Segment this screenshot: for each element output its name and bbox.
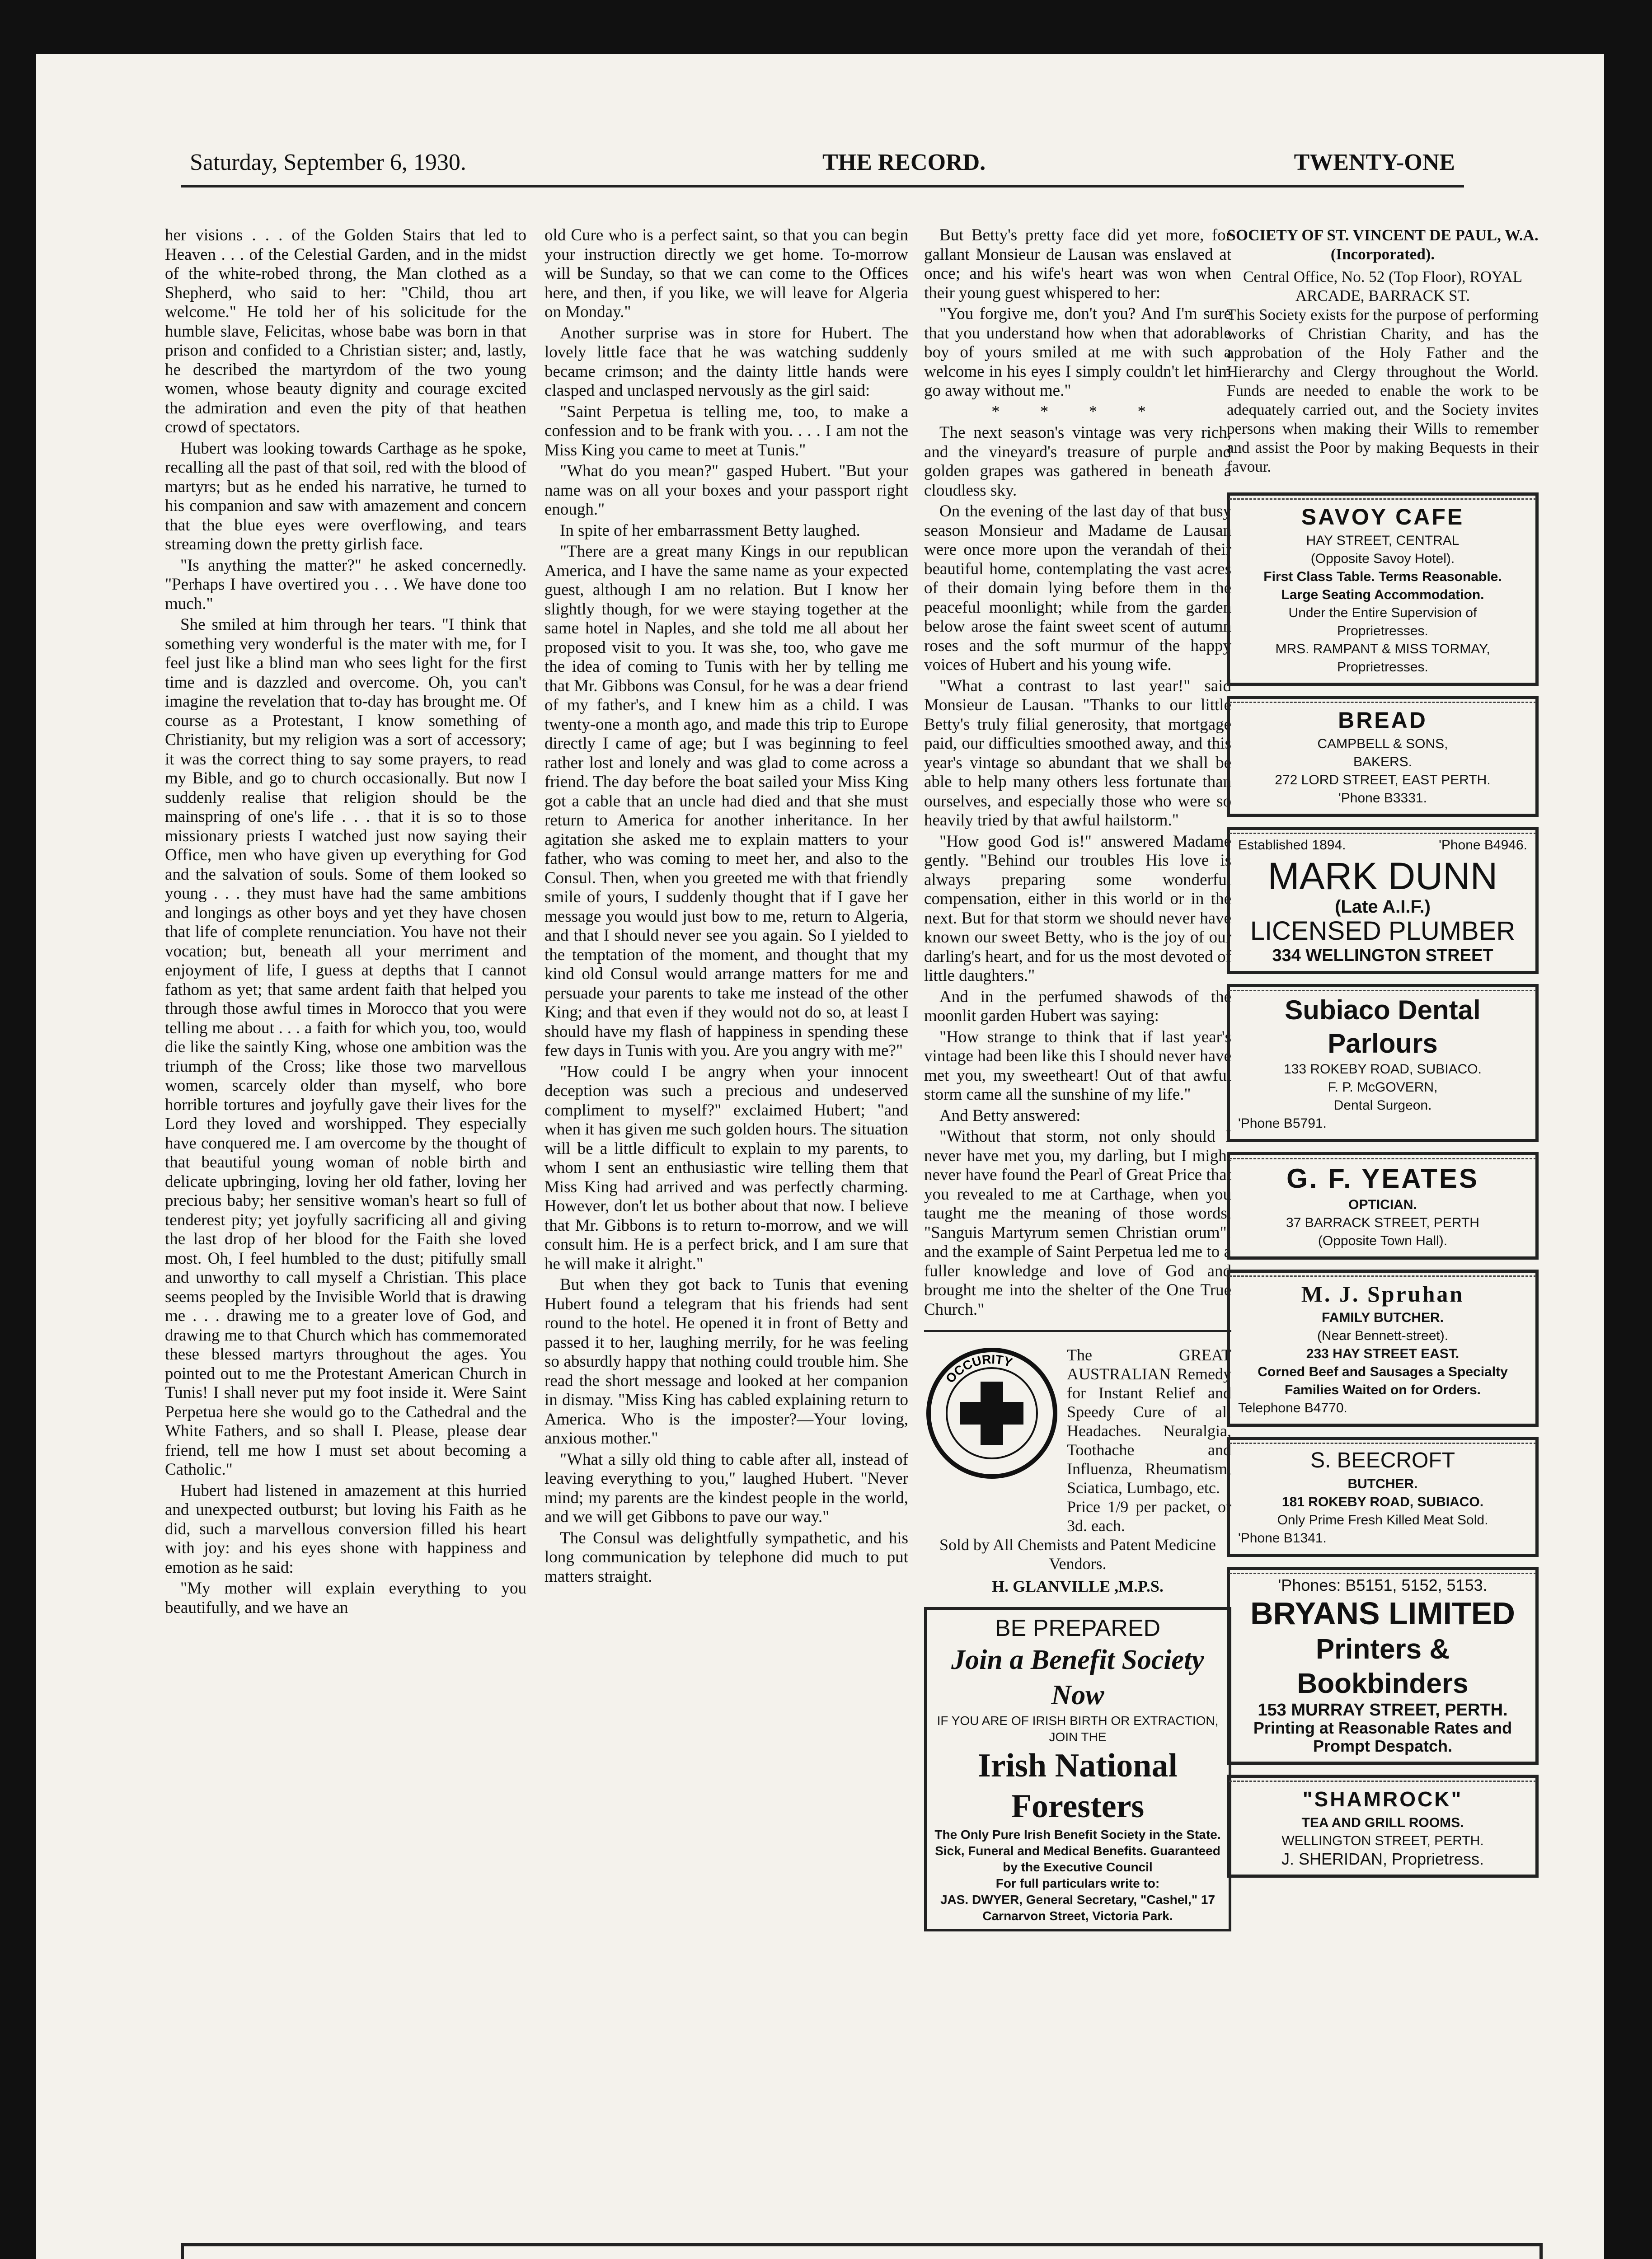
advert-name: S. BEECROFT bbox=[1310, 1448, 1455, 1472]
advert-line: LICENSED PLUMBER bbox=[1250, 916, 1516, 946]
advert-line: (Near Bennett-street). bbox=[1317, 1328, 1449, 1343]
paragraph: And Betty answered: bbox=[939, 1106, 1081, 1125]
paragraph: In spite of her embarrassment Betty laughed. bbox=[560, 521, 860, 540]
advert-line: Corned Beef and Sausages a Specialty bbox=[1258, 1364, 1508, 1379]
advert-name: "SHAMROCK" bbox=[1302, 1787, 1463, 1811]
foresters-benefits: Sick, Funeral and Medical Benefits. Guaranteed by the Executive Council bbox=[935, 1843, 1220, 1874]
column-rule bbox=[924, 1330, 1231, 1332]
paragraph: The Consul was delightfully sympathetic, and his long communication by telephone did much to put matters straight. bbox=[544, 1528, 908, 1586]
paragraph: But when they got back to Tunis that evening Hubert found a telegram that his friends had sent round to the hotel. He opened it in front of Betty and passed it to her, laughing merrily, for he was feeling so absurdly happy that nothing could trouble him. She read the short message and looked at her companion in dismay. "Miss King has cabled explaining return to America. Who is the imposter?—Your loving, anxious mother." bbox=[544, 1275, 908, 1448]
paragraph: "What a contrast to last year!" said Monsieur de Lausan. "Thanks to our little Betty's truly filial generosity, that mortgage paid, our difficulties smoothed away, and this year's vintage so abundant that we shall be able to help many others less fortunate than ourselves, and especially those who were so heavily tried by that awful hailstorm." bbox=[924, 676, 1231, 830]
mark-dunn-advert bbox=[1227, 827, 1539, 974]
newspaper-page bbox=[36, 54, 1604, 2259]
remedy-seal-icon bbox=[924, 1345, 1060, 1481]
beecroft-advert bbox=[1227, 1437, 1539, 1557]
remedy-text: The GREAT AUSTRALIAN Remedy for Instant Relief and Speedy Cure of all Headaches. Neuralgia, Toothache and Influenza, Rheumatism, Sciatica, Lumbago, etc. bbox=[1067, 1346, 1231, 1497]
paragraph: And in the perfumed shawods of the moonlit garden Hubert was saying: bbox=[924, 987, 1231, 1025]
advert-line: WELLINGTON STREET, PERTH. bbox=[1281, 1833, 1484, 1848]
savoy-cafe-advert bbox=[1227, 492, 1539, 686]
advert-line: Under the Entire Supervision of bbox=[1288, 605, 1477, 620]
advert-line: 334 WELLINGTON STREET bbox=[1272, 946, 1493, 965]
foresters-advert bbox=[924, 1607, 1231, 1931]
paragraph: "My mother will explain everything to you beautifully, and we have an bbox=[165, 1579, 526, 1617]
vincent-title: SOCIETY OF ST. VINCENT DE PAUL, W.A. (Incorporated). bbox=[1227, 226, 1539, 263]
bryans-advert bbox=[1227, 1567, 1539, 1765]
advert-name: SAVOY CAFE bbox=[1301, 504, 1464, 530]
paragraph: "How strange to think that if last year's vintage had been like this I should never have met you, my sweetheart! Out of that awful storm came all the sunshine of my life." bbox=[924, 1027, 1231, 1104]
advert-line: MRS. RAMPANT & MISS TORMAY, bbox=[1275, 642, 1490, 656]
advert-line: Proprietresses. bbox=[1337, 660, 1428, 675]
advert-line: (Opposite Town Hall). bbox=[1318, 1233, 1448, 1248]
paragraph: The next season's vintage was very rich, and the vineyard's treasure of purple and golden grapes was gathered in beneath a cloudless sky. bbox=[924, 423, 1231, 500]
story-column-3 bbox=[924, 226, 1231, 1931]
story-column-2 bbox=[544, 226, 908, 1588]
foresters-contact: JAS. DWYER, General Secretary, "Cashel," 17 Carnarvon Street, Victoria Park. bbox=[940, 1892, 1216, 1923]
advert-name: BREAD bbox=[1338, 708, 1427, 733]
paragraph: She smiled at him through her tears. "I think that something very wonderful is the mater with me, for I feel just like a blind man who sees light for the first time and is dazzled and overcome. Oh, you can't imagine the revelation that to-day has brought me. Of course as a Protestant, I know something of Christianity, but my religion was a sort of accessory; it was the correct thing to say some prayers, to read my Bible, and go to church occasionally. But now I suddenly realise that religion should be the mainspring of one's life . . . that it is so to those missionary priests I watched just now saying their Office, men who have given up everything for God and the salvation of souls. Some of them looked so young . . . they must have had the same ambitions and longings as other boys and yet they have chosen that life of complete renunciation. You have not their vocation; but, beneath all your merriment and enjoyment of life, I guess at depths that I cannot fathom as yet; that same ardent faith that helped you through those awful times in Morocco that you were telling me about . . . a faith for which you, too, would die like the saintly King, whose one ambition was the triumph of the Cross; like those two marvellous women, scarcely older than myself, who bore horrible tortures and joyfully gave their lives for the Lord they loved and worshipped. They especially have conquered me. I am overcome by the thought of that beautiful young woman of noble birth and delicate upbringing, loving her old father, loving her precious baby; her sensitive woman's heart so full of tenderest pity; yet joyfully sacrificing all and giving the last drop of her blood for the Faith she loved most. Oh, I feel humbled to the dust; pitifully small and unworthy to call myself a Christian. This place seems peopled by the Invisible World that is drawing me . . . drawing me to a greater love of God, and drawing me to that Church which has commemorated these blessed martyrs throughout the ages. You pointed out to me the Protestant American Church in Tunis! I shall never put my foot inside it. Were Saint Perpetua here she would go to the Cathedral and the White Fathers, and so shall I. Please, please dear friend, tell me how I must set about becoming a Catholic." bbox=[165, 615, 526, 1479]
shamrock-advert bbox=[1227, 1775, 1539, 1878]
paragraph: "How good God is!" answered Madame gently. "Behind our troubles His love is always preparing some wonderful compensation, either in this world or in the next. But for that storm we should never have known our sweet Betty, who is the joy of our darling's heart, and for us the most devoted of little daughters." bbox=[924, 832, 1231, 985]
advert-line: (Opposite Savoy Hotel). bbox=[1310, 551, 1455, 566]
advert-line: Printing at Reasonable Rates and Prompt Despatch. bbox=[1253, 1719, 1512, 1755]
advert-line: 181 ROKEBY ROAD, SUBIACO. bbox=[1281, 1495, 1484, 1509]
section-break: * * * * bbox=[991, 402, 1164, 421]
paragraph: "There are a great many Kings in our republican America, and I have the same name as your expected guest, although I am no relation. But I know her slightly though, for we were staying together at the same hotel in Naples, and she told me all about her proposed visit to you. It was she, too, who gave me the idea of coming to Tunis with her by telling me that Mr. Gibbons was Consul, for he was a dear friend of my father's, and I knew him as a child. I was twenty-one a month ago, and made this trip to Europe directly I came of age; but I was beginning to feel rather lost and lonely and was glad to come across a friend. The day before the boat sailed your Miss King got a cable that an uncle had died and that she must return to America for another inheritance. In her agitation she asked me to explain matters to your father, who was coming to meet her, and also to the Consul. Then, when you greeted me with that friendly smile of yours, I suddenly thought that if I gave her message you would just bow to me, return to Algeria, and that I should never see you again. So I yielded to the temptation of the moment, and thought that my kind old Consul would arrange matters for me and persuade your parents to take me instead of the other King; and that even if they would not do so, at least I should have my flash of happiness in spending these few days in Tunis with you. Are you angry with me?" bbox=[544, 542, 908, 1060]
advert-name: G. F. YEATES bbox=[1286, 1163, 1479, 1194]
header-rule bbox=[181, 185, 1464, 187]
foresters-eligibility: IF YOU ARE OF IRISH BIRTH OR EXTRACTION, JOIN THE bbox=[937, 1713, 1219, 1744]
advert-line: J. SHERIDAN, Proprietress. bbox=[1281, 1850, 1484, 1868]
advert-line: TEA AND GRILL ROOMS. bbox=[1301, 1815, 1464, 1830]
advert-line: Telephone B4770. bbox=[1238, 1401, 1347, 1415]
advert-line: Families Waited on for Orders. bbox=[1285, 1383, 1481, 1397]
advert-line: Proprietresses. bbox=[1337, 623, 1428, 638]
header-page-number: TWENTY-ONE bbox=[1294, 150, 1455, 175]
foresters-headline: BE PREPARED bbox=[995, 1615, 1161, 1641]
advert-line: OPTICIAN. bbox=[1348, 1197, 1417, 1212]
advert-line: 233 HAY STREET EAST. bbox=[1306, 1346, 1460, 1361]
advert-line: HAY STREET, CENTRAL bbox=[1306, 533, 1460, 548]
paragraph: Another surprise was in store for Hubert. The lovely little face that he was watching suddenly became crimson; and the dainty little hands were clasped and unclasped nervously as the girl said: bbox=[544, 323, 908, 400]
paragraph: "Saint Perpetua is telling me, too, to make a confession and to be frank with you. . . . I am not the Miss King you came to meet at Tunis." bbox=[544, 402, 908, 459]
advert-line: 37 BARRACK STREET, PERTH bbox=[1286, 1215, 1479, 1230]
hibernian-advert bbox=[181, 2243, 1543, 2259]
paragraph: old Cure who is a perfect saint, so that you can begin your instruction directly we get home. To-morrow will be Sunday, so that we can come to the Offices here, and then, if you like, we will leave for Algeria on Monday." bbox=[544, 226, 908, 321]
remedy-advert bbox=[924, 1345, 1231, 1535]
advert-column bbox=[1227, 226, 1539, 1888]
remedy-maker: H. GLANVILLE ,M.P.S. bbox=[992, 1577, 1164, 1595]
remedy-sold: Sold by All Chemists and Patent Medicine Vendors. bbox=[939, 1536, 1216, 1573]
advert-name: M. J. Spruhan bbox=[1301, 1281, 1464, 1307]
advert-line: BAKERS. bbox=[1353, 755, 1413, 769]
advert-line: Large Seating Accommodation. bbox=[1281, 587, 1484, 602]
paragraph: Hubert had listened in amazement at this hurried and unexpected outburst; but loving his Faith as he did, such a marvellous conversion filled his heart with joy: and his eyes shone with happiness and emotion as he said: bbox=[165, 1481, 526, 1577]
page-header bbox=[190, 149, 1455, 181]
advert-line: Only Prime Fresh Killed Meat Sold. bbox=[1277, 1513, 1488, 1528]
bread-advert bbox=[1227, 696, 1539, 817]
paragraph: On the evening of the last day of that busy season Monsieur and Madame de Lausan were once more upon the verandah of their beautiful home, contemplating the vast acres of their domain lying before them in the peaceful moonlight; while from the garden below arose the faint sweet scent of autumn roses and the soft murmur of the happy voices of Hubert and his young wife. bbox=[924, 502, 1231, 674]
advert-line: Dental Surgeon. bbox=[1333, 1098, 1432, 1113]
advert-line: Established 1894. bbox=[1238, 838, 1346, 853]
header-masthead: THE RECORD. bbox=[822, 150, 986, 175]
advert-line: 133 ROKEBY ROAD, SUBIACO. bbox=[1284, 1062, 1482, 1077]
paragraph: Hubert was looking towards Carthage as he spoke, recalling all the past of that soil, red with the blood of martyrs; but as he ended his narrative, he turned to his companion and saw with amazement and concern that the blue eyes were overflowing, and tears streaming down the pretty girlish face. bbox=[165, 439, 526, 553]
advert-line: 'Phone B1341. bbox=[1238, 1531, 1327, 1546]
advert-line: FAMILY BUTCHER. bbox=[1321, 1310, 1444, 1325]
foresters-name: Irish National Foresters bbox=[977, 1747, 1178, 1825]
foresters-tagline: The Only Pure Irish Benefit Society in the State. bbox=[934, 1827, 1221, 1842]
paragraph: But Betty's pretty face did yet more, for gallant Monsieur de Lausan was enslaved at once; and his wife's heart was won when their young guest whispered to her: bbox=[924, 226, 1231, 302]
paragraph: "What do you mean?" gasped Hubert. "But your name was on all your boxes and your passport right enough." bbox=[544, 462, 908, 519]
advert-line: CAMPBELL & SONS, bbox=[1317, 736, 1448, 751]
advert-line: F. P. McGOVERN, bbox=[1328, 1080, 1438, 1095]
advert-name: BRYANS LIMITED bbox=[1250, 1596, 1515, 1631]
remedy-price: Price 1/9 per packet, or 3d. each. bbox=[1067, 1498, 1231, 1535]
story-column-1 bbox=[165, 226, 526, 1619]
paragraph: her visions . . . of the Golden Stairs that led to Heaven . . . of the Celestial Garden, and in the midst of the white-robed throng, the Man clothed as a Shepherd, who said to her: "Child, thou art welcome." He told her of his solicitude for the humble slave, Felicitas, whose babe was born in that prison and confided to a Christian sister; and, lastly, he described the martyrdom of the two young women, whose beauty dignity and courage excited the admiration and even the pity of that heathen crowd of spectators. bbox=[165, 226, 526, 436]
vincent-de-paul-notice bbox=[1227, 226, 1539, 476]
header-date: Saturday, September 6, 1930. bbox=[190, 150, 466, 175]
advert-line: 272 LORD STREET, EAST PERTH. bbox=[1275, 773, 1491, 787]
advert-line: (Late A.I.F.) bbox=[1335, 897, 1431, 917]
advert-name: Subiaco Dental Parlours bbox=[1285, 995, 1481, 1059]
advert-line: 'Phone B4946. bbox=[1439, 838, 1527, 853]
advert-name: MARK DUNN bbox=[1267, 855, 1498, 897]
spruhan-advert bbox=[1227, 1270, 1539, 1427]
dental-advert bbox=[1227, 984, 1539, 1142]
paragraph: "Is anything the matter?" he asked concernedly. "Perhaps I have overtired you . . . We have done too much." bbox=[165, 556, 526, 613]
paragraph: "What a silly old thing to cable after all, instead of leaving everything to you," laughed Hubert. "Never mind; my parents are the kindest people in the world, and we will get Gibbons to pave our way." bbox=[544, 1450, 908, 1526]
advert-line: 'Phone B3331. bbox=[1338, 791, 1427, 806]
advert-line: 'Phones: B5151, 5152, 5153. bbox=[1278, 1576, 1488, 1594]
svg-text:OCCURITY: OCCURITY bbox=[943, 1352, 1014, 1386]
advert-line: Printers & Bookbinders bbox=[1297, 1634, 1469, 1699]
vincent-office: Central Office, No. 52 (Top Floor), ROYAL ARCADE, BARRACK ST. bbox=[1243, 268, 1523, 305]
advert-line: 153 MURRAY STREET, PERTH. bbox=[1258, 1701, 1508, 1720]
yeates-advert bbox=[1227, 1152, 1539, 1260]
foresters-contact-label: For full particulars write to: bbox=[995, 1876, 1160, 1890]
vincent-body: This Society exists for the purpose of performing works of Christian Charity, and has the approbation of the Holy Father and the Hierarchy and Clergy throughout the World. Funds are needed to enable the work to be adequately carried out, and the Society invites persons when making their Wills to remember and assist the Poor by making Bequests in their favour. bbox=[1227, 306, 1539, 475]
paragraph: "How could I be angry when your innocent deception was such a precious and undeserved compliment to myself?" exclaimed Hubert; "and when it has given me such golden hours. The situation will be a little difficult to explain to my parents, to whom I sent an enthusiastic wire telling them that Miss King had arrived and was perfectly charming. However, don't let us bother about that now. I believe that Mr. Gibbons is to return to-morrow, and we will consult him. He is a perfect brick, and I am sure that he will make it alright." bbox=[544, 1062, 908, 1273]
advert-line: First Class Table. Terms Reasonable. bbox=[1263, 569, 1502, 584]
foresters-join: Join a Benefit Society Now bbox=[951, 1644, 1204, 1711]
advert-line: BUTCHER. bbox=[1347, 1476, 1418, 1491]
paragraph: "Without that storm, not only should I never have met you, my darling, but I might never have found the Pearl of Great Price that you revealed to me at Carthage, when you taught me the meaning of those words, "Sanguis Martyrum semen Christian orum"; and the example of Saint Perpetua led me to a fuller knowledge and love of God and brought me into the shelter of the One True Church." bbox=[924, 1127, 1231, 1319]
paragraph: "You forgive me, don't you? And I'm sure that you understand how when that adorable boy of yours smiled at me with such a welcome in his eyes I simply couldn't let him go away without me." bbox=[924, 305, 1231, 400]
advert-line: 'Phone B5791. bbox=[1238, 1116, 1327, 1131]
